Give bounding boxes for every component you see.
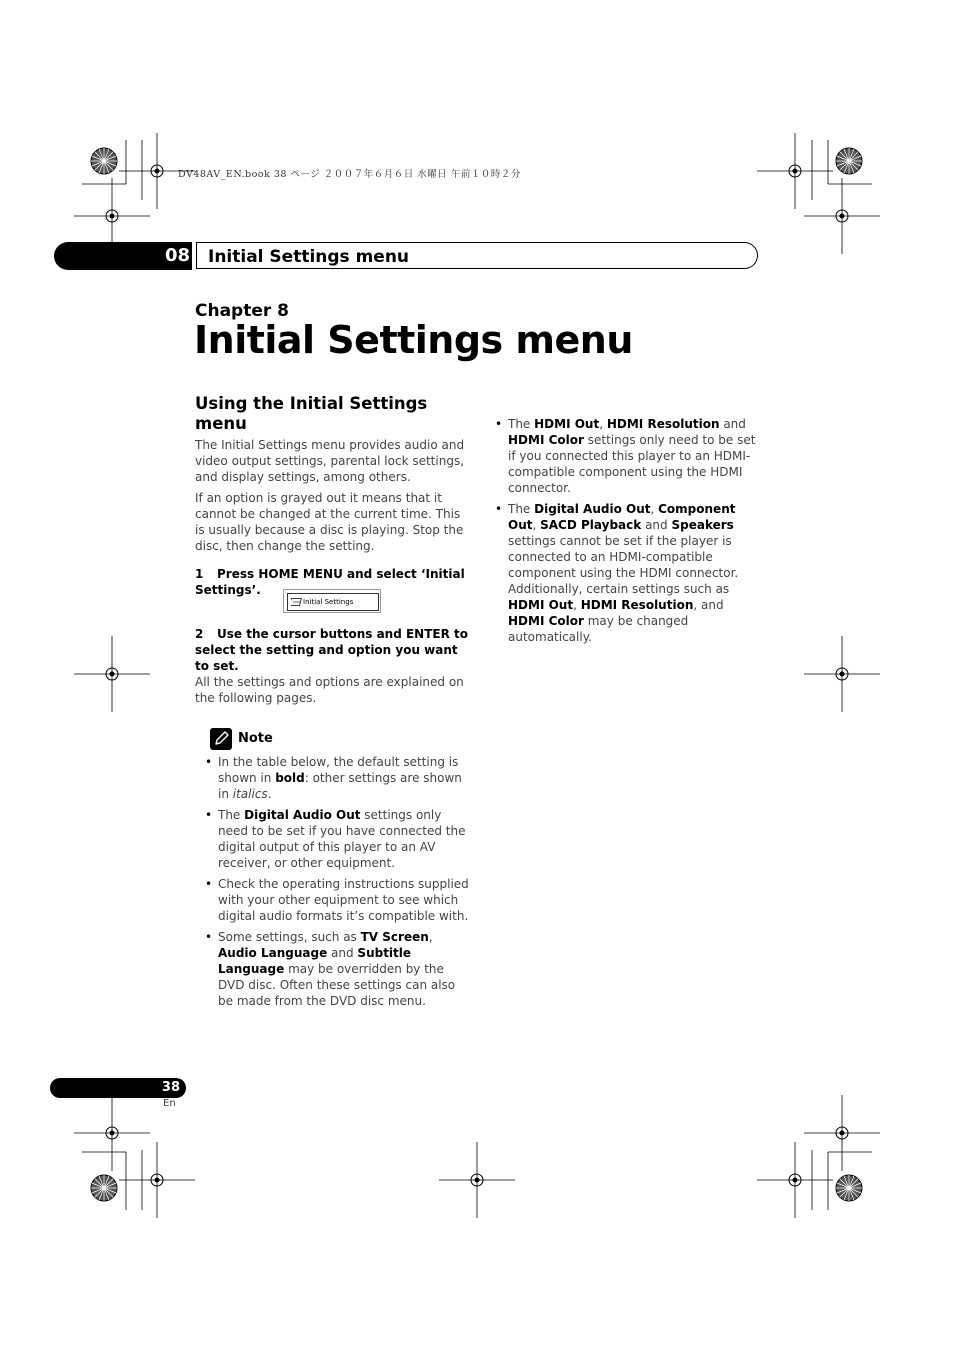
step-2-body: All the settings and options are explained on the following pages.: [195, 675, 464, 705]
print-header: DV48AV_EN.book 38 ページ ２００７年６月６日 水曜日 午前１０時２分: [178, 169, 521, 180]
note-list: [205, 754, 470, 1014]
audio-settings-item: • The Digital Audio Out, Component Out, SACD Playback and Speakers settings cannot be set if the player is connected to an HDMI-compatible component using the HDMI connector. Additionally, certain settings such as HDMI Out, HDMI Resolution, and HDMI Color may be changed automatically.: [495, 501, 760, 645]
osd-label: Initial Settings: [303, 598, 354, 606]
chapter-label: Chapter 8: [195, 301, 290, 321]
chapter-number: 08: [164, 245, 190, 266]
osd-menu-item: [287, 593, 379, 611]
settings-icon: [291, 598, 302, 606]
note-item-4: • Some settings, such as TV Screen, Audio Language and Subtitle Language may be overridden by the DVD disc. Often these settings can also be made from the DVD disc menu.: [205, 929, 470, 1009]
right-column: [495, 416, 760, 650]
section-heading: Using the Initial Settings menu: [195, 394, 428, 433]
note-item-3: • Check the operating instructions supplied with your other equipment to see which digital audio formats it’s compatible with.: [205, 876, 470, 924]
intro-paragraph: The Initial Settings menu provides audio and video output settings, parental lock settings, and display settings, among others.: [195, 438, 465, 484]
page-number: 38: [161, 1080, 180, 1095]
step-2: 2 Use the cursor buttons and ENTER to select the setting and option you want to set.: [195, 627, 469, 673]
note-item-2: • The Digital Audio Out settings only need to be set if you have connected the digital output of this player to an AV receiver, or other equipment.: [205, 807, 470, 871]
left-column: [195, 394, 470, 603]
note-pencil-icon: [210, 728, 232, 750]
page-language: En: [163, 1098, 176, 1109]
osd-illustration: [283, 589, 381, 613]
left-column-step2: [195, 626, 470, 711]
chapter-title: Initial Settings menu: [194, 318, 633, 362]
hdmi-settings-item: • The HDMI Out, HDMI Resolution and HDMI Color settings only need to be set if you connected this player to an HDMI-compatible component using the HDMI connector.: [495, 416, 760, 496]
grayed-out-paragraph: If an option is grayed out it means that it cannot be changed at the current time. This is usually because a disc is playing. Stop the disc, then change the setting.: [195, 491, 464, 553]
note-label: Note: [238, 731, 273, 746]
running-header-title: Initial Settings menu: [208, 247, 410, 267]
note-item-1: • In the table below, the default setting is shown in bold: other settings are shown in italics.: [205, 754, 470, 802]
step-1: 1 Press HOME MENU and select ‘Initial Settings’.: [195, 567, 465, 597]
